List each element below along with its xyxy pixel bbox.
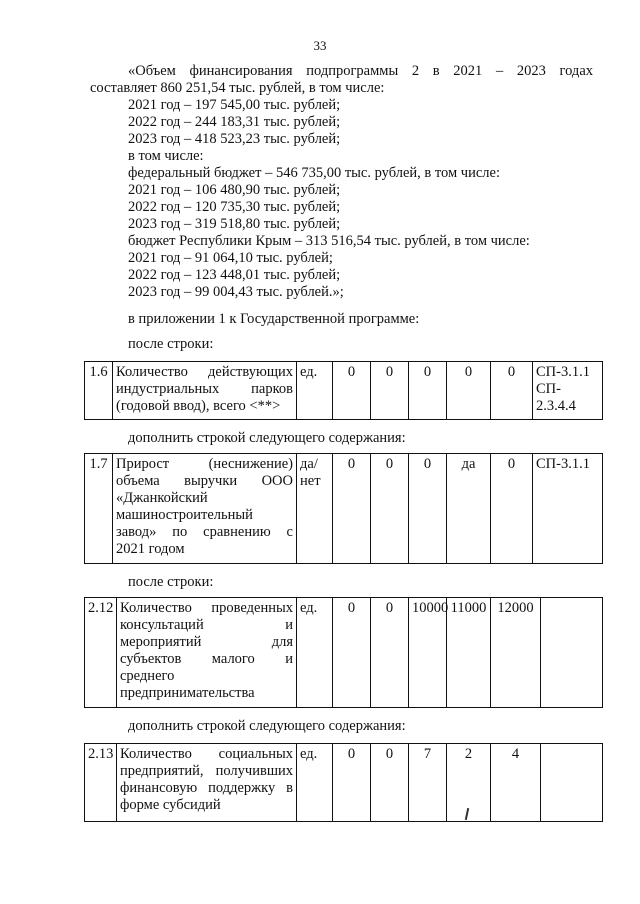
indicator-description <box>117 598 297 708</box>
paragraph-line-1: «Объем финансирования подпрограммы 2 в 2021 – 2023 годах <box>128 63 593 79</box>
code-line: СП- <box>536 381 561 397</box>
paragraph-line: 2022 год – 244 183,31 тыс. рублей; <box>128 114 341 130</box>
value-cell: 0 <box>409 454 447 564</box>
paragraph-line: 2022 год – 123 448,01 тыс. рублей; <box>128 267 341 283</box>
after-row-label: после строки: <box>128 336 214 352</box>
unit-line: да/ <box>300 456 318 472</box>
code-cell <box>541 598 603 708</box>
indicator-description <box>113 362 297 420</box>
value-cell: 7 <box>409 744 447 822</box>
row-number: 2.13 <box>85 744 117 822</box>
add-row-label: дополнить строкой следующего содержания: <box>128 430 406 446</box>
unit-cell: ед. <box>297 744 333 822</box>
paragraph-line: федеральный бюджет – 546 735,00 тыс. рублей, в том числе: <box>128 165 500 181</box>
desc-line: 2021 годом <box>116 541 185 557</box>
desc-line: финансовую поддержку в <box>120 780 293 796</box>
code-line: 2.3.4.4 <box>536 398 576 414</box>
unit-line: нет <box>300 473 321 489</box>
value-cell: 4 <box>491 744 541 822</box>
value-cell: 0 <box>371 598 409 708</box>
value-cell: 0 <box>333 598 371 708</box>
indicator-description <box>117 744 297 822</box>
value-cell: 0 <box>333 744 371 822</box>
paragraph-line: в том числе: <box>128 148 204 164</box>
table-row-1-6 <box>84 361 603 420</box>
desc-line: завод» по сравнению с <box>116 524 293 540</box>
desc-line: Количество проведенных <box>120 600 293 616</box>
value-cell: 11000 <box>447 598 491 708</box>
desc-line: объема выручки ООО <box>116 473 293 489</box>
paragraph-line: бюджет Республики Крым – 313 516,54 тыс. рублей, в том числе: <box>128 233 530 249</box>
after-row-label: после строки: <box>128 574 214 590</box>
desc-line: машиностроительный <box>116 507 253 523</box>
unit-cell: ед. <box>297 362 333 420</box>
paragraph-line: 2023 год – 99 004,43 тыс. рублей.»; <box>128 284 344 300</box>
page-number: 33 <box>313 38 327 53</box>
desc-line: Количество социальных <box>120 746 293 762</box>
row-number: 1.7 <box>85 454 113 564</box>
add-row-label: дополнить строкой следующего содержания: <box>128 718 406 734</box>
value-cell: 0 <box>491 362 533 420</box>
value-cell: 0 <box>409 362 447 420</box>
indicator-description <box>113 454 297 564</box>
desc-line: среднего <box>120 668 175 684</box>
value-cell: 0 <box>371 362 409 420</box>
annex-intro: в приложении 1 к Государственной программе: <box>128 311 420 327</box>
table-row-2-12 <box>84 597 603 708</box>
unit-cell <box>297 454 333 564</box>
value-cell: да <box>447 454 491 564</box>
desc-line: (годовой ввод), всего <**> <box>116 398 281 414</box>
paragraph-line: 2021 год – 197 545,00 тыс. рублей; <box>128 97 341 113</box>
table-row-1-7 <box>84 453 603 564</box>
unit-cell: ед. <box>297 598 333 708</box>
paragraph-line: 2023 год – 319 518,80 тыс. рублей; <box>128 216 341 232</box>
desc-line: мероприятий для <box>120 634 293 650</box>
paragraph-line: 2021 год – 106 480,90 тыс. рублей; <box>128 182 341 198</box>
value-cell: 0 <box>333 362 371 420</box>
code-line: СП-3.1.1 <box>536 364 590 380</box>
value-cell: 0 <box>371 454 409 564</box>
value-cell: 0 <box>447 362 491 420</box>
value-cell: 2 <box>447 744 491 822</box>
desc-line: субъектов малого и <box>120 651 293 667</box>
value-cell: 0 <box>333 454 371 564</box>
desc-line: индустриальных парков <box>116 381 293 397</box>
paragraph-line: 2021 год – 91 064,10 тыс. рублей; <box>128 250 333 266</box>
code-cell <box>541 744 603 822</box>
desc-line: Прирост (неснижение) <box>116 456 293 472</box>
row-number: 2.12 <box>85 598 117 708</box>
desc-line: «Джанкойский <box>116 490 208 506</box>
paragraph-line-2: составляет 860 251,54 тыс. рублей, в том числе: <box>90 80 385 96</box>
paragraph-line: 2023 год – 418 523,23 тыс. рублей; <box>128 131 341 147</box>
desc-line: Количество действующих <box>116 364 293 380</box>
desc-line: предпринимательства <box>120 685 255 701</box>
value-cell: 10000 <box>409 598 447 708</box>
desc-line: предприятий, получивших <box>120 763 293 779</box>
value-cell: 0 <box>491 454 533 564</box>
value-cell: 12000 <box>491 598 541 708</box>
desc-line: консультаций и <box>120 617 293 633</box>
value-cell: 0 <box>371 744 409 822</box>
paragraph-line: 2022 год – 120 735,30 тыс. рублей; <box>128 199 341 215</box>
code-cell: СП-3.1.1 <box>533 454 603 564</box>
table-row-2-13 <box>84 743 603 822</box>
code-cell <box>533 362 603 420</box>
desc-line: форме субсидий <box>120 797 221 813</box>
row-number: 1.6 <box>85 362 113 420</box>
